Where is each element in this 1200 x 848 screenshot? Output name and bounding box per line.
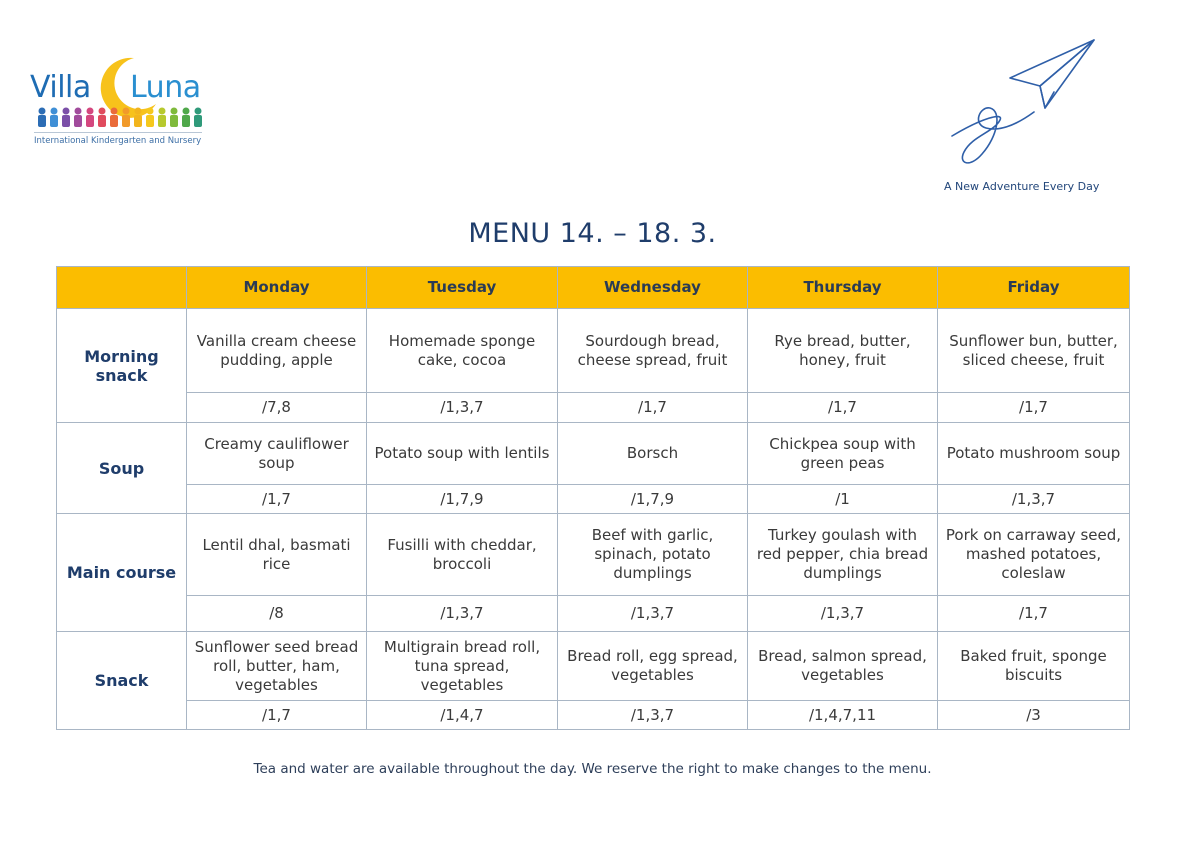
table-header-row: [57, 267, 1130, 309]
table-row-allergens: [57, 485, 1130, 514]
allergen-cell: /1,7: [748, 393, 938, 423]
dish-cell: Potato soup with lentils: [367, 423, 558, 485]
allergen-cell: /1,7: [938, 596, 1130, 632]
table-row-dishes: [57, 423, 1130, 485]
allergen-cell: /1: [748, 485, 938, 514]
logo-divider: [34, 132, 202, 133]
day-header: Wednesday: [558, 267, 748, 309]
day-header: Thursday: [748, 267, 938, 309]
dish-cell: Bread roll, egg spread, vegetables: [558, 632, 748, 701]
dish-cell: Beef with garlic, spinach, potato dumplings: [558, 514, 748, 596]
allergen-cell: /1,3,7: [938, 485, 1130, 514]
dish-cell: Lentil dhal, basmati rice: [187, 514, 367, 596]
logo-word-luna: Luna: [130, 70, 201, 105]
villa-luna-logo: [30, 52, 210, 152]
table-row-dishes: [57, 514, 1130, 596]
dish-cell: Sunflower seed bread roll, butter, ham, vegetables: [187, 632, 367, 701]
dish-cell: Fusilli with cheddar, broccoli: [367, 514, 558, 596]
meal-label: Morning snack: [57, 309, 187, 423]
allergen-cell: /1,7: [187, 701, 367, 730]
allergen-cell: /1,3,7: [748, 596, 938, 632]
paper-plane-icon: [942, 36, 1102, 171]
day-header: Tuesday: [367, 267, 558, 309]
meal-label: Soup: [57, 423, 187, 514]
header-corner-cell: [57, 267, 187, 309]
dish-cell: Creamy cauliflower soup: [187, 423, 367, 485]
dish-cell: Vanilla cream cheese pudding, apple: [187, 309, 367, 393]
page-title: MENU 14. – 18. 3.: [468, 218, 717, 249]
allergen-cell: /7,8: [187, 393, 367, 423]
tagline: A New Adventure Every Day: [944, 180, 1100, 193]
meal-label: Main course: [57, 514, 187, 632]
allergen-cell: /3: [938, 701, 1130, 730]
dish-cell: Rye bread, butter, honey, fruit: [748, 309, 938, 393]
table-row-dishes: [57, 632, 1130, 701]
allergen-cell: /1,3,7: [367, 393, 558, 423]
allergen-cell: /1,7,9: [367, 485, 558, 514]
table-row-allergens: [57, 393, 1130, 423]
meal-label: Snack: [57, 632, 187, 730]
dish-cell: Turkey goulash with red pepper, chia bread dumplings: [748, 514, 938, 596]
allergen-cell: /8: [187, 596, 367, 632]
allergen-cell: /1,3,7: [558, 701, 748, 730]
dish-cell: Pork on carraway seed, mashed potatoes, coleslaw: [938, 514, 1130, 596]
logo-subtitle: International Kindergarten and Nursery: [34, 136, 202, 146]
weekly-menu-table: [56, 266, 1130, 730]
dish-cell: Chickpea soup with green peas: [748, 423, 938, 485]
allergen-cell: /1,7: [938, 393, 1130, 423]
day-header: Monday: [187, 267, 367, 309]
footer-note: Tea and water are available throughout the day. We reserve the right to make changes to the menu.: [253, 761, 932, 777]
dish-cell: Baked fruit, sponge biscuits: [938, 632, 1130, 701]
logo-word-villa: Villa: [30, 70, 91, 105]
table-row-allergens: [57, 701, 1130, 730]
dish-cell: Multigrain bread roll, tuna spread, vegetables: [367, 632, 558, 701]
dish-cell: Bread, salmon spread, vegetables: [748, 632, 938, 701]
dish-cell: Borsch: [558, 423, 748, 485]
allergen-cell: /1,4,7,11: [748, 701, 938, 730]
children-figures-icon: [34, 106, 204, 128]
dish-cell: Sourdough bread, cheese spread, fruit: [558, 309, 748, 393]
allergen-cell: /1,7,9: [558, 485, 748, 514]
dish-cell: Homemade sponge cake, cocoa: [367, 309, 558, 393]
allergen-cell: /1,7: [187, 485, 367, 514]
table-row-allergens: [57, 596, 1130, 632]
table-row-dishes: [57, 309, 1130, 393]
allergen-cell: /1,4,7: [367, 701, 558, 730]
allergen-cell: /1,3,7: [367, 596, 558, 632]
allergen-cell: /1,7: [558, 393, 748, 423]
dish-cell: Sunflower bun, butter, sliced cheese, fruit: [938, 309, 1130, 393]
dish-cell: Potato mushroom soup: [938, 423, 1130, 485]
day-header: Friday: [938, 267, 1130, 309]
allergen-cell: /1,3,7: [558, 596, 748, 632]
